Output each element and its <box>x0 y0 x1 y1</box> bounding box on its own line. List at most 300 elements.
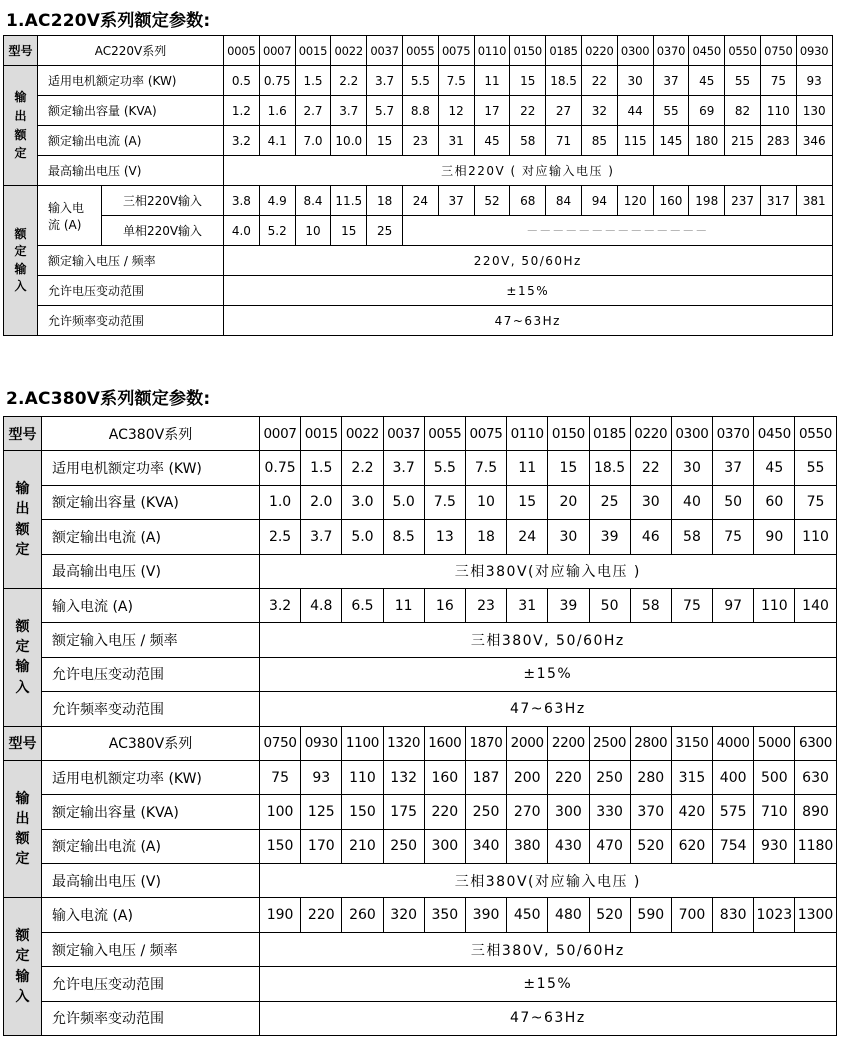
section-1-title: 1.AC220V系列额定参数: <box>6 11 211 31</box>
value-cell: 170 <box>301 829 342 863</box>
value-cell: 250 <box>589 760 630 794</box>
value-cell: 110 <box>760 96 796 126</box>
value-cell: 11 <box>507 451 548 485</box>
value-cell: 450 <box>507 898 548 932</box>
model-cell: 0750 <box>760 36 796 66</box>
row-label: 额定输入电压 / 频率 <box>38 246 224 276</box>
value-cell: 37 <box>653 66 689 96</box>
value-cell: 630 <box>795 760 836 794</box>
value-cell: 22 <box>630 451 671 485</box>
output-group-label <box>4 66 38 186</box>
model-cell: 0015 <box>301 417 342 451</box>
model-cell: 0007 <box>259 36 295 66</box>
value-cell: 52 <box>474 186 510 216</box>
row-label: 允许电压变动范围 <box>38 276 224 306</box>
model-cell: 0055 <box>424 417 465 451</box>
value-cell: 140 <box>795 588 836 622</box>
value-cell: 18.5 <box>546 66 582 96</box>
table-row <box>4 1001 837 1035</box>
value-cell: 60 <box>754 485 795 519</box>
value-cell: 16 <box>424 588 465 622</box>
table-row <box>4 829 837 863</box>
value-cell: 75 <box>671 588 712 622</box>
input-group-label <box>4 186 38 336</box>
value-cell: 590 <box>630 898 671 932</box>
value-cell: 90 <box>754 520 795 554</box>
table-row <box>4 216 833 246</box>
value-cell: 37 <box>713 451 754 485</box>
max-voltage-value: 三相380V(对应输入电压 ) <box>260 554 837 588</box>
table-row <box>4 760 837 794</box>
header-row <box>4 726 837 760</box>
max-voltage-value: 三相220V ( 对应输入电压 ) <box>224 156 833 186</box>
value-cell: 575 <box>713 795 754 829</box>
value-cell: 520 <box>630 829 671 863</box>
value-cell: 150 <box>260 829 301 863</box>
row-label: 允许频率变动范围 <box>42 1001 260 1035</box>
value-cell: 24 <box>402 186 438 216</box>
model-cell: 1600 <box>424 726 465 760</box>
value-cell: 160 <box>424 760 465 794</box>
model-cell: 0015 <box>295 36 331 66</box>
value-cell: 15 <box>507 485 548 519</box>
row-label: 允许电压变动范围 <box>42 967 260 1001</box>
row-label: 最高输出电压 (V) <box>42 864 260 898</box>
value-cell: 110 <box>754 588 795 622</box>
span-value: ±15% <box>260 657 837 691</box>
table-row <box>4 932 837 966</box>
value-cell: 8.4 <box>295 186 331 216</box>
value-cell: 5.0 <box>383 485 424 519</box>
value-cell: 180 <box>689 126 725 156</box>
value-cell: 31 <box>507 588 548 622</box>
value-cell: 7.5 <box>465 451 506 485</box>
input-current-label <box>38 186 102 246</box>
value-cell: 22 <box>510 96 546 126</box>
value-cell: 350 <box>424 898 465 932</box>
value-cell: 75 <box>260 760 301 794</box>
model-cell: 0037 <box>367 36 403 66</box>
value-cell: 12 <box>438 96 474 126</box>
model-cell: 0150 <box>510 36 546 66</box>
model-cell: 2000 <box>507 726 548 760</box>
header-row <box>4 417 837 451</box>
value-cell: 160 <box>653 186 689 216</box>
value-cell: 45 <box>474 126 510 156</box>
value-cell: 5.5 <box>402 66 438 96</box>
model-cell: 0450 <box>689 36 725 66</box>
value-cell: 198 <box>689 186 725 216</box>
value-cell: 82 <box>725 96 761 126</box>
value-cell: 175 <box>383 795 424 829</box>
value-cell: 2.7 <box>295 96 331 126</box>
type-label: 型号 <box>4 36 38 66</box>
value-cell: 1023 <box>754 898 795 932</box>
input-current-label-line2: 流 (A) <box>48 217 82 232</box>
value-cell: 5.5 <box>424 451 465 485</box>
row-label: 额定输出电流 (A) <box>42 520 260 554</box>
value-cell: 3.8 <box>224 186 260 216</box>
row-label: 额定输出容量 (KVA) <box>38 96 224 126</box>
span-value: 三相380V, 50/60Hz <box>260 932 837 966</box>
value-cell: 0.75 <box>259 66 295 96</box>
value-cell: 50 <box>589 588 630 622</box>
value-cell: 300 <box>548 795 589 829</box>
value-cell: 5.2 <box>259 216 295 246</box>
value-cell: 1.0 <box>260 485 301 519</box>
value-cell: 4.8 <box>301 588 342 622</box>
model-cell: 6300 <box>795 726 836 760</box>
model-cell: 0037 <box>383 417 424 451</box>
span-value: 三相380V, 50/60Hz <box>260 623 837 657</box>
ac220v-spec-table <box>3 35 833 336</box>
row-label: 输入电流 (A) <box>42 588 260 622</box>
value-cell: 2.0 <box>301 485 342 519</box>
value-cell: 30 <box>548 520 589 554</box>
table-row <box>4 657 837 691</box>
input-group-text: 额定输入 <box>14 226 27 293</box>
value-cell: 23 <box>402 126 438 156</box>
value-cell: 45 <box>754 451 795 485</box>
row-label: 允许频率变动范围 <box>42 692 260 726</box>
value-cell: 39 <box>548 588 589 622</box>
value-cell: 2.2 <box>331 66 367 96</box>
value-cell: 40 <box>671 485 712 519</box>
value-cell: 500 <box>754 760 795 794</box>
output-group-text: 输出额定 <box>14 90 27 161</box>
value-cell: 25 <box>367 216 403 246</box>
value-cell: 37 <box>438 186 474 216</box>
value-cell: 5.7 <box>367 96 403 126</box>
row-label: 额定输出电流 (A) <box>42 829 260 863</box>
value-cell: 115 <box>617 126 653 156</box>
row-label: 额定输出容量 (KVA) <box>42 795 260 829</box>
value-cell: 15 <box>548 451 589 485</box>
value-cell: 7.5 <box>438 66 474 96</box>
model-cell: 0550 <box>725 36 761 66</box>
value-cell: 13 <box>424 520 465 554</box>
value-cell: 370 <box>630 795 671 829</box>
value-cell: 58 <box>630 588 671 622</box>
table-row <box>4 898 837 932</box>
value-cell: 1.5 <box>295 66 331 96</box>
value-cell: 150 <box>342 795 383 829</box>
value-cell: 260 <box>342 898 383 932</box>
value-cell: 3.7 <box>331 96 367 126</box>
model-cell: 0055 <box>402 36 438 66</box>
table-row <box>4 520 837 554</box>
value-cell: 5.0 <box>342 520 383 554</box>
value-cell: 250 <box>465 795 506 829</box>
row-label: 额定输出容量 (KVA) <box>42 485 260 519</box>
model-cell: 0930 <box>301 726 342 760</box>
model-cell: 0930 <box>796 36 832 66</box>
value-cell: 187 <box>465 760 506 794</box>
value-cell: 18.5 <box>589 451 630 485</box>
model-cell: 0185 <box>589 417 630 451</box>
table-row <box>4 126 833 156</box>
value-cell: 100 <box>260 795 301 829</box>
value-cell: 20 <box>548 485 589 519</box>
table-row <box>4 451 837 485</box>
series-label: AC380V系列 <box>42 417 260 451</box>
value-cell: 58 <box>671 520 712 554</box>
value-cell: 2.2 <box>342 451 383 485</box>
value-cell: 68 <box>510 186 546 216</box>
model-cell: 2200 <box>548 726 589 760</box>
table-row <box>4 795 837 829</box>
model-cell: 0300 <box>671 417 712 451</box>
value-cell: 10 <box>465 485 506 519</box>
table-row <box>4 186 833 216</box>
value-cell: 710 <box>754 795 795 829</box>
output-group-text: 输出额定 <box>15 481 30 558</box>
model-cell: 0750 <box>260 726 301 760</box>
max-voltage-value: 三相380V(对应输入电压 ) <box>260 864 837 898</box>
row-label: 允许电压变动范围 <box>42 657 260 691</box>
row-label: 额定输入电压 / 频率 <box>42 932 260 966</box>
value-cell: 44 <box>617 96 653 126</box>
value-cell: 3.0 <box>342 485 383 519</box>
value-cell: 0.5 <box>224 66 260 96</box>
value-cell: 7.0 <box>295 126 331 156</box>
model-cell: 0550 <box>795 417 836 451</box>
value-cell: 754 <box>713 829 754 863</box>
value-cell: 220 <box>424 795 465 829</box>
value-cell: 381 <box>796 186 832 216</box>
value-cell: 237 <box>725 186 761 216</box>
value-cell: 55 <box>653 96 689 126</box>
value-cell: 25 <box>589 485 630 519</box>
value-cell: 4.1 <box>259 126 295 156</box>
value-cell: 94 <box>581 186 617 216</box>
span-value: 47~63Hz <box>224 306 833 336</box>
table-row <box>4 967 837 1001</box>
value-cell: 55 <box>725 66 761 96</box>
value-cell: 55 <box>795 451 836 485</box>
model-cell: 0300 <box>617 36 653 66</box>
value-cell: 340 <box>465 829 506 863</box>
output-group-label <box>4 451 42 589</box>
input-group-label <box>4 588 42 726</box>
value-cell: 11 <box>383 588 424 622</box>
value-cell: 6.5 <box>342 588 383 622</box>
input-current-label-line1: 输入电 <box>48 200 85 215</box>
value-cell: 30 <box>671 451 712 485</box>
model-cell: 1100 <box>342 726 383 760</box>
span-value: 47~63Hz <box>260 1001 837 1035</box>
row-label: 最高输出电压 (V) <box>42 554 260 588</box>
value-cell: 22 <box>581 66 617 96</box>
ac380v-spec-table <box>3 416 837 1036</box>
value-cell: 283 <box>760 126 796 156</box>
model-cell: 0110 <box>474 36 510 66</box>
table-row <box>4 66 833 96</box>
value-cell: 18 <box>367 186 403 216</box>
value-cell: 71 <box>546 126 582 156</box>
model-cell: 0075 <box>465 417 506 451</box>
value-cell: 8.5 <box>383 520 424 554</box>
value-cell: 220 <box>548 760 589 794</box>
value-cell: 390 <box>465 898 506 932</box>
type-label: 型号 <box>4 417 42 451</box>
value-cell: 315 <box>671 760 712 794</box>
table-row <box>4 485 837 519</box>
value-cell: 84 <box>546 186 582 216</box>
table-row <box>4 306 833 336</box>
value-cell: 93 <box>301 760 342 794</box>
row-label: 适用电机额定功率 (KW) <box>38 66 224 96</box>
model-cell: 4000 <box>713 726 754 760</box>
type-label: 型号 <box>4 726 42 760</box>
value-cell: 75 <box>713 520 754 554</box>
value-cell: 85 <box>581 126 617 156</box>
model-cell: 0150 <box>548 417 589 451</box>
value-cell: 420 <box>671 795 712 829</box>
model-cell: 0007 <box>260 417 301 451</box>
model-cell: 1320 <box>383 726 424 760</box>
value-cell: 4.0 <box>224 216 260 246</box>
value-cell: 17 <box>474 96 510 126</box>
value-cell: 1300 <box>795 898 836 932</box>
value-cell: 220 <box>301 898 342 932</box>
table-row <box>4 864 837 898</box>
table-row <box>4 692 837 726</box>
value-cell: 10.0 <box>331 126 367 156</box>
value-cell: 58 <box>510 126 546 156</box>
model-cell: 5000 <box>754 726 795 760</box>
value-cell: 317 <box>760 186 796 216</box>
table-row <box>4 554 837 588</box>
value-cell: 10 <box>295 216 331 246</box>
span-value: 47~63Hz <box>260 692 837 726</box>
row-label: 最高输出电压 (V) <box>38 156 224 186</box>
value-cell: 380 <box>507 829 548 863</box>
value-cell: 125 <box>301 795 342 829</box>
value-cell: 110 <box>342 760 383 794</box>
value-cell: 145 <box>653 126 689 156</box>
input-group-text: 额定输入 <box>15 618 30 696</box>
value-cell: 11 <box>474 66 510 96</box>
value-cell: 700 <box>671 898 712 932</box>
value-cell: 30 <box>630 485 671 519</box>
series-label: AC380V系列 <box>42 726 260 760</box>
value-cell: 8.8 <box>402 96 438 126</box>
row-label: 输入电流 (A) <box>42 898 260 932</box>
row-label: 额定输入电压 / 频率 <box>42 623 260 657</box>
value-cell: 93 <box>796 66 832 96</box>
row-label: 适用电机额定功率 (KW) <box>42 451 260 485</box>
table-row <box>4 588 837 622</box>
value-cell: 250 <box>383 829 424 863</box>
model-cell: 0220 <box>630 417 671 451</box>
value-cell: 15 <box>331 216 367 246</box>
value-cell: 32 <box>581 96 617 126</box>
input-group-text: 额定输入 <box>15 928 30 1006</box>
value-cell: 890 <box>795 795 836 829</box>
value-cell: 11.5 <box>331 186 367 216</box>
output-group-label <box>4 760 42 898</box>
value-cell: 24 <box>507 520 548 554</box>
value-cell: 830 <box>713 898 754 932</box>
value-cell: 330 <box>589 795 630 829</box>
value-cell: 31 <box>438 126 474 156</box>
value-cell: 200 <box>507 760 548 794</box>
model-cell: 0450 <box>754 417 795 451</box>
value-cell: 210 <box>342 829 383 863</box>
value-cell: 110 <box>795 520 836 554</box>
value-cell: 45 <box>689 66 725 96</box>
value-cell: 430 <box>548 829 589 863</box>
value-cell: 69 <box>689 96 725 126</box>
header-row <box>4 36 833 66</box>
value-cell: 75 <box>795 485 836 519</box>
value-cell: 930 <box>754 829 795 863</box>
model-cell: 0370 <box>713 417 754 451</box>
value-cell: 3.7 <box>301 520 342 554</box>
value-cell: 270 <box>507 795 548 829</box>
value-cell: 480 <box>548 898 589 932</box>
value-cell: 3.7 <box>367 66 403 96</box>
value-cell: 620 <box>671 829 712 863</box>
value-cell: 1180 <box>795 829 836 863</box>
value-cell: 18 <box>465 520 506 554</box>
value-cell: 1.5 <box>301 451 342 485</box>
value-cell: 320 <box>383 898 424 932</box>
value-cell: 97 <box>713 588 754 622</box>
value-cell: 400 <box>713 760 754 794</box>
value-cell: 30 <box>617 66 653 96</box>
model-cell: 0110 <box>507 417 548 451</box>
value-cell: 470 <box>589 829 630 863</box>
value-cell: 280 <box>630 760 671 794</box>
row-label: 额定输出电流 (A) <box>38 126 224 156</box>
span-value: ±15% <box>260 967 837 1001</box>
value-cell: 520 <box>589 898 630 932</box>
value-cell: 23 <box>465 588 506 622</box>
value-cell: 46 <box>630 520 671 554</box>
model-cell: 3150 <box>671 726 712 760</box>
model-cell: 2800 <box>630 726 671 760</box>
value-cell: 0.75 <box>260 451 301 485</box>
span-value: 220V, 50/60Hz <box>224 246 833 276</box>
table-row <box>4 276 833 306</box>
row-label: 允许频率变动范围 <box>38 306 224 336</box>
value-cell: 1.6 <box>259 96 295 126</box>
value-cell: 300 <box>424 829 465 863</box>
value-cell: 1.2 <box>224 96 260 126</box>
series-label: AC220V系列 <box>38 36 224 66</box>
span-value: ±15% <box>224 276 833 306</box>
model-cell: 0075 <box>438 36 474 66</box>
three-phase-label: 三相220V输入 <box>102 186 224 216</box>
value-cell: 2.5 <box>260 520 301 554</box>
model-cell: 0185 <box>546 36 582 66</box>
single-phase-label: 单相220V输入 <box>102 216 224 246</box>
value-cell: 215 <box>725 126 761 156</box>
table-row <box>4 623 837 657</box>
model-cell: 0022 <box>342 417 383 451</box>
value-cell: 15 <box>510 66 546 96</box>
row-label: 适用电机额定功率 (KW) <box>42 760 260 794</box>
value-cell: 27 <box>546 96 582 126</box>
model-cell: 1870 <box>465 726 506 760</box>
value-cell: 15 <box>367 126 403 156</box>
value-cell: 120 <box>617 186 653 216</box>
table-row <box>4 96 833 126</box>
output-group-text: 输出额定 <box>15 790 30 868</box>
value-cell: 3.2 <box>260 588 301 622</box>
